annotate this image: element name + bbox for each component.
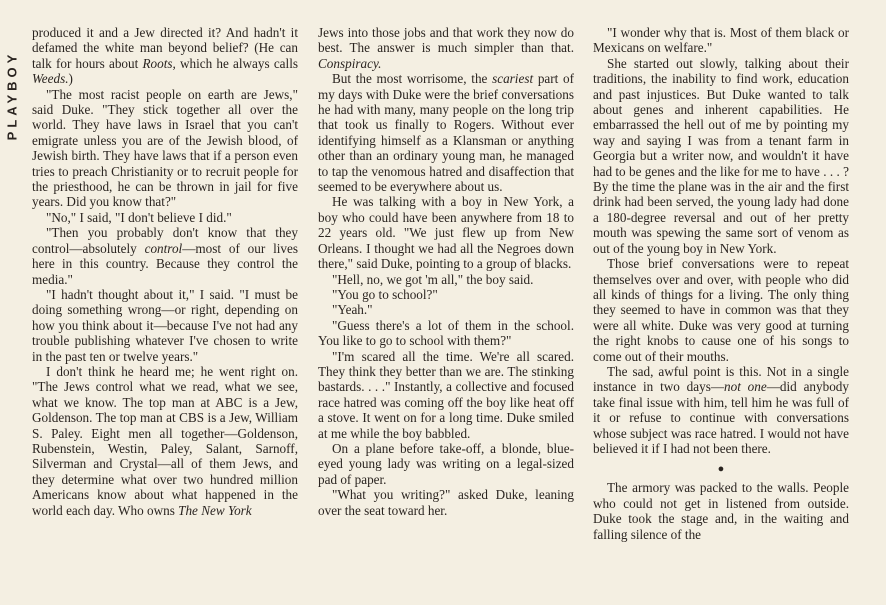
paragraph: Jews into those jobs and that work they now do best. The answer is much simpler than that. Conspiracy.	[318, 25, 574, 71]
paragraph: She started out slowly, talking about their traditions, the inability to find work, education and past injustices. But Duke wanted to talk about genes and inherent capabilities. He embarrassed the hell out of me by pointing my way and saying I was from a tenant farm in Georgia but a writer now, and wouldn't it have had to be genes and the like for me to have . . . ? By the time the plane was in the air and the first drink had been served, the young lady had done a 180-degree reversal and out of her pretty mouth was spewing the same sort of venom as out of the young boy in New York.	[593, 55, 849, 256]
column-1	[32, 25, 298, 605]
paragraph: On a plane before take-off, a blonde, blue-eyed young lady was writing on a legal-sized pad of paper.	[318, 440, 574, 487]
paragraph: "You go to school?"	[332, 286, 438, 302]
column-3	[593, 25, 849, 605]
paragraph: The sad, awful point is this. Not in a single instance in two days—not one—did anybody take final issue with him, tell him he was full of it or refuse to continue with conversations whose subject was race hatred. I would not have believed it if I had not been there.	[593, 363, 849, 456]
paragraph: produced it and a Jew directed it? And hadn't it defamed the white man beyond belief? (He can talk for hours about Roots, which he always calls Weeds.)	[32, 25, 298, 87]
paragraph: The armory was packed to the walls. People who could not get in listened from outside. Duke took the stage and, in the waiting and falling silence of the	[593, 480, 849, 542]
section-separator: ●	[717, 463, 725, 476]
running-head	[2, 30, 22, 160]
paragraph: But the most worrisome, the scariest part of my days with Duke were the brief conversations he had with many, many people on the long trip that took us finally to Rogers. Without ever identifying himself as a Klansman or anything other than an ordinary young man, he managed to tap the venomous hatred and disaffection that seemed to be everywhere about us.	[318, 71, 574, 195]
magazine-name: PLAYBOY	[4, 50, 20, 140]
paragraph: "I hadn't thought about it," I said. "I must be doing something wrong—or right, depending on how you think about it—because I've not had any trouble publishing whatever I've chosen to write in the past ten or twelve years."	[32, 286, 298, 364]
paragraph: "What you writing?" asked Duke, leaning over the seat toward her.	[318, 487, 574, 518]
paragraph: "I'm scared all the time. We're all scared. They think they better than we are. The stinking bastards. . . ." Instantly, a collective and focused race hatred was coming off the boy like heat off a stove. It went on for a long time. Duke smiled at me while the boy babbled.	[318, 348, 574, 441]
paragraph: Those brief conversations were to repeat themselves over and over, with people who did all kinds of things for a living. The only thing they seemed to have in common was that they were all white. Duke was very good at turning the right knobs to cause one of his songs to come out of their mouths.	[593, 256, 849, 364]
paragraph: "I wonder why that is. Most of them black or Mexicans on welfare."	[593, 25, 849, 56]
paragraph: "No," I said, "I don't believe I did."	[46, 209, 232, 225]
paragraph: "Then you probably don't know that they control—absolutely control—most of our lives here in this country. Because they control the media."	[32, 225, 298, 287]
paragraph: I don't think he heard me; he went right on. "The Jews control what we read, what we see, what we know. The top man at ABC is a Jew, Goldenson. The top man at CBS is a Jew, William S. Paley. Eight men all together—Goldenson, Rubenstein, Westin, Paley, Salant, Sarnoff, Silverman and Crystal—all of them Jews, and they determine what over two hundred million Americans know about what happened in the world each day. Who owns The New York	[32, 363, 298, 518]
paragraph: "The most racist people on earth are Jews," said Duke. "They stick together all over the world. They have laws in Israel that you can't emigrate unless you are of the Jewish blood, of Jewish birth. They have laws that if a person even tries to preach Christianity or to recruit people for the priesthood, he can be thrown in jail for five years. Did you know that?"	[32, 86, 298, 210]
paragraph: "Yeah."	[332, 302, 373, 318]
paragraph: He was talking with a boy in New York, a boy who could have been anywhere from 18 to 22 years old. "We just flew up from New Orleans. I thought we had all the Negroes down there," said Duke, pointing to a group of blacks.	[318, 194, 574, 272]
paragraph: "Hell, no, we got 'm all," the boy said.	[332, 271, 534, 287]
column-2	[318, 25, 574, 605]
paragraph: "Guess there's a lot of them in the school. You like to go to school with them?"	[318, 317, 574, 349]
